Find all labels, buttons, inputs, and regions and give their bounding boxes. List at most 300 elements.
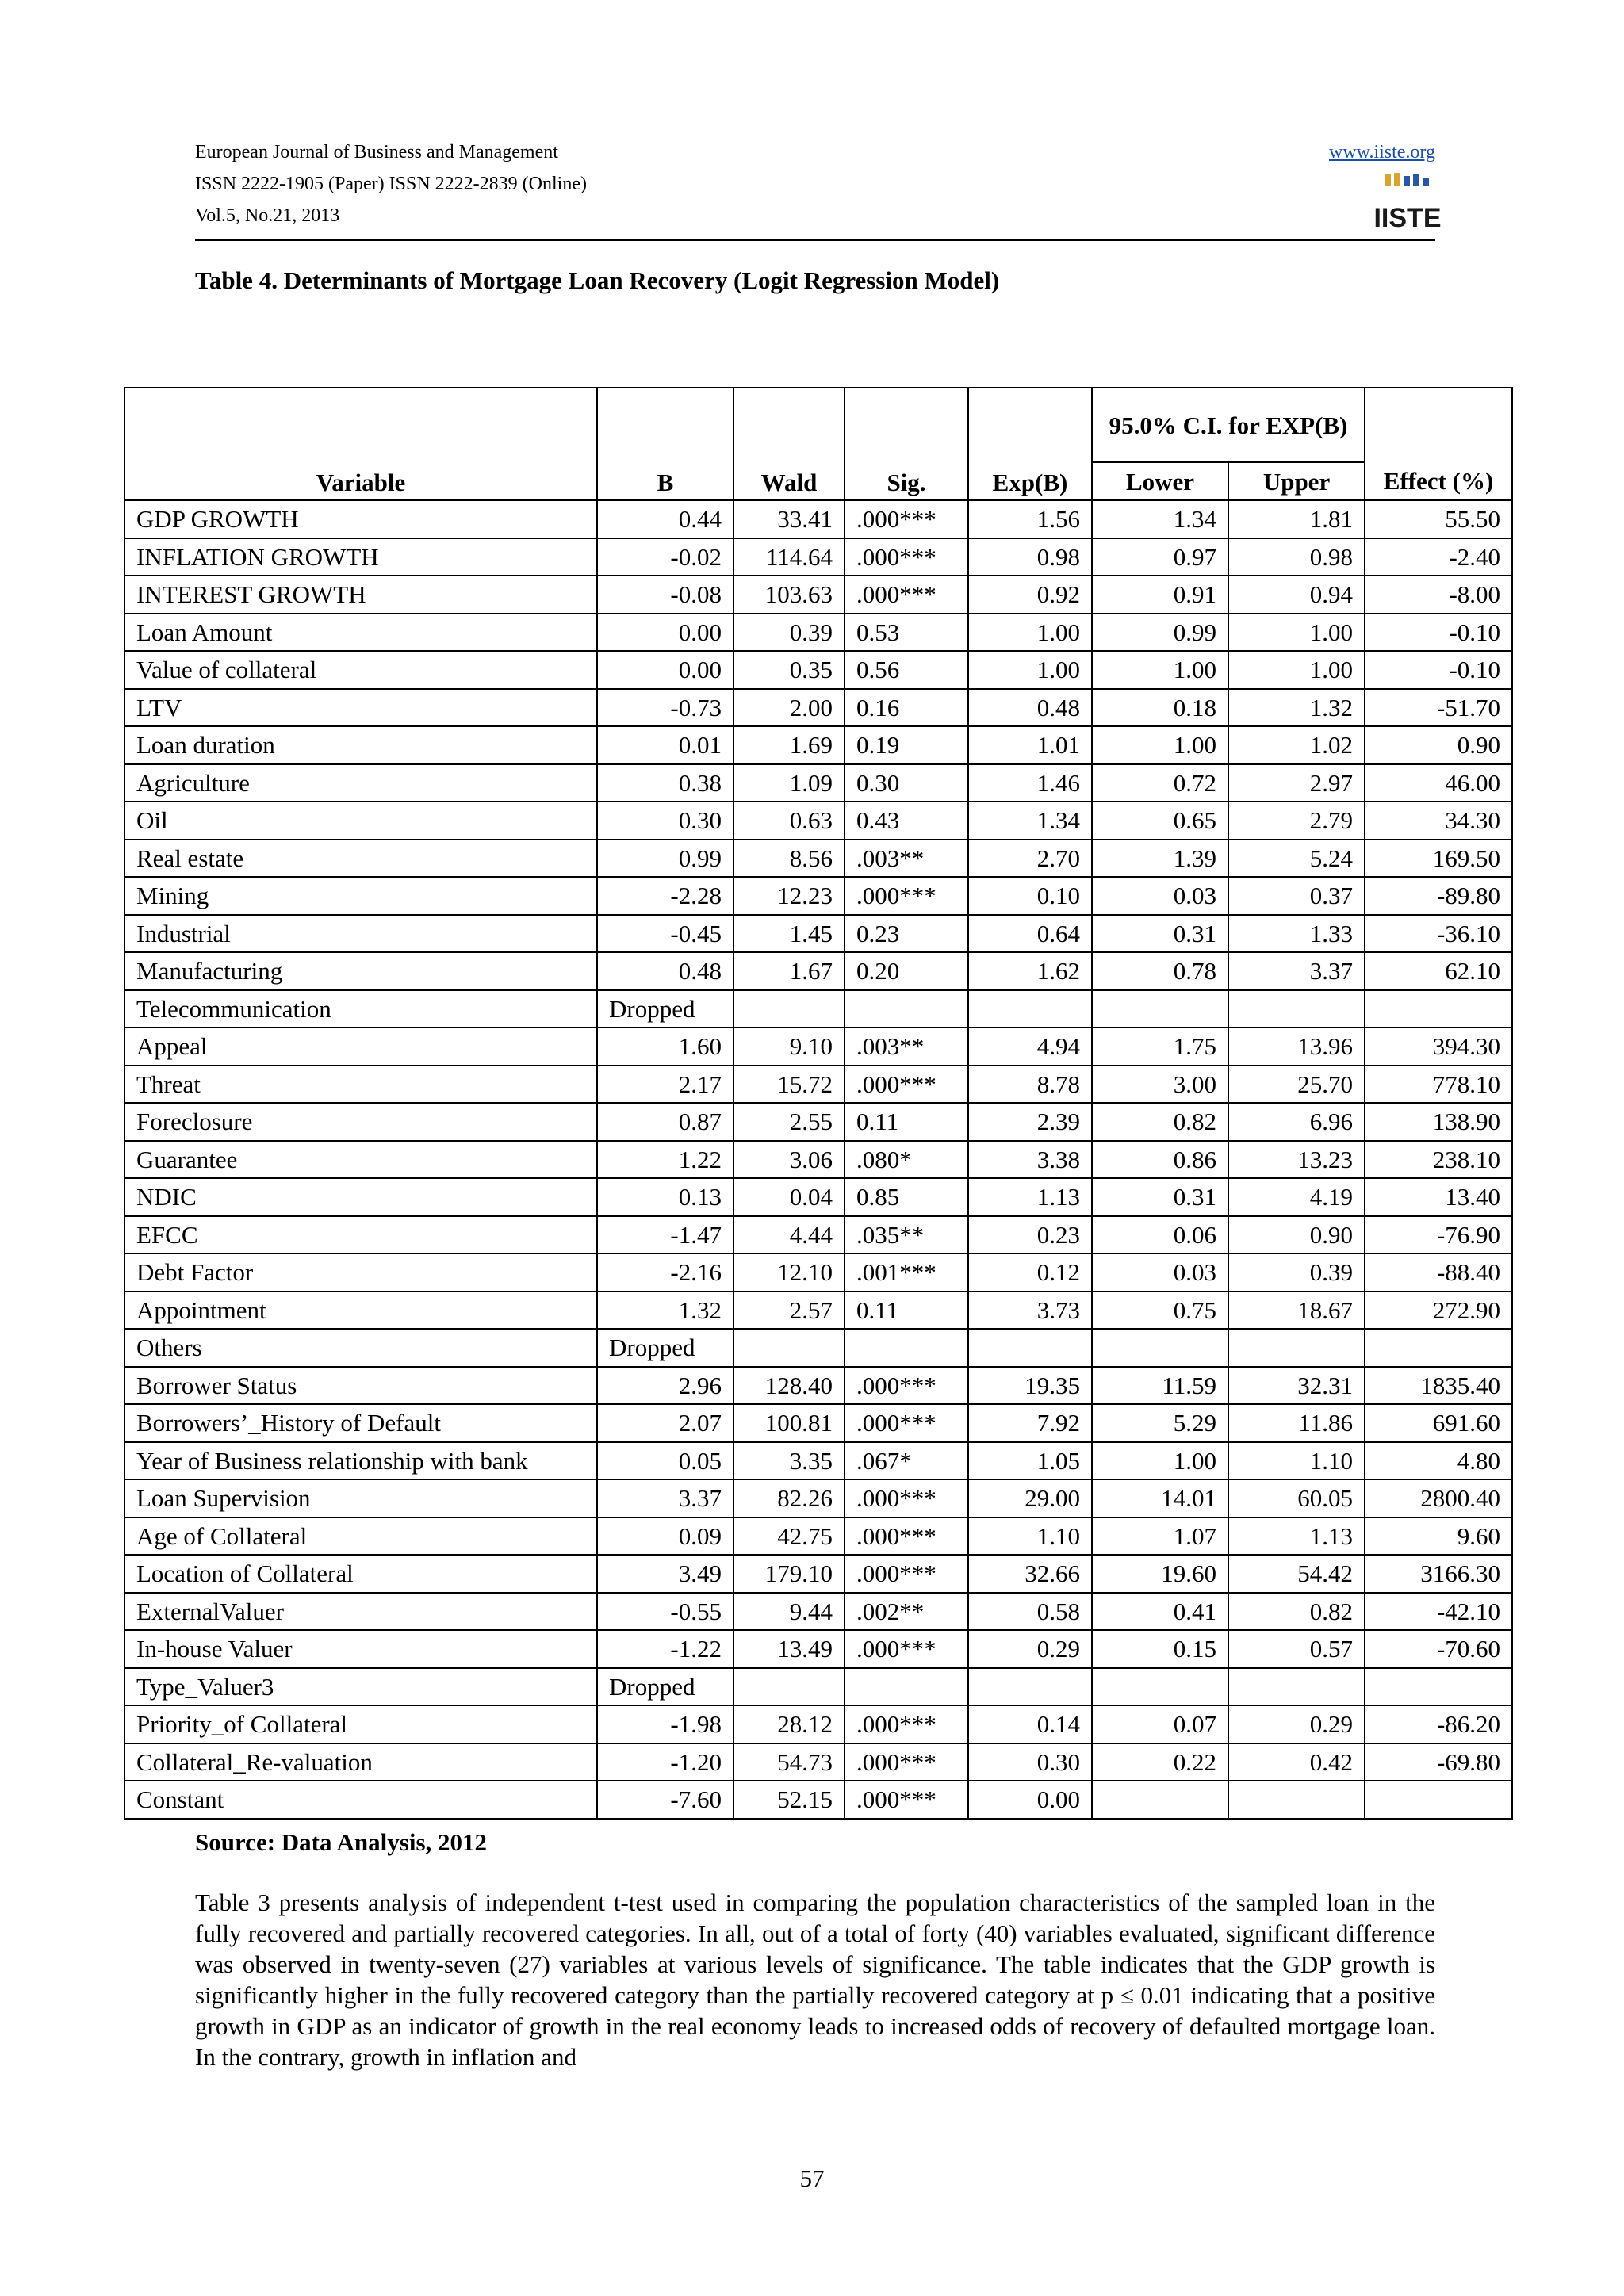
cell-lower: 1.07 — [1092, 1517, 1228, 1556]
cell-variable: NDIC — [124, 1178, 597, 1216]
table-row — [124, 1781, 1512, 1819]
cell-lower: 1.00 — [1092, 726, 1228, 764]
cell-lower: 0.65 — [1092, 802, 1228, 840]
cell-b: 0.00 — [597, 614, 733, 652]
cell-wald: 8.56 — [733, 840, 845, 878]
cell-effect: -0.10 — [1365, 614, 1512, 652]
cell-b: 0.30 — [597, 802, 733, 840]
cell-lower: 0.97 — [1092, 538, 1228, 576]
cell-effect: 394.30 — [1365, 1027, 1512, 1066]
cell-expb: 2.70 — [968, 840, 1092, 878]
table-row — [124, 840, 1512, 878]
cell-sig: .003** — [845, 1027, 968, 1066]
cell-expb: 1.05 — [968, 1442, 1092, 1480]
cell-upper: 11.86 — [1228, 1404, 1365, 1442]
cell-variable: Age of Collateral — [124, 1517, 597, 1556]
table-row — [124, 990, 1512, 1028]
cell-b: -1.20 — [597, 1743, 733, 1781]
journal-url-link[interactable]: www.iiste.org — [1329, 142, 1435, 163]
cell-expb: 1.46 — [968, 764, 1092, 802]
cell-sig: .001*** — [845, 1253, 968, 1292]
cell-lower: 0.91 — [1092, 576, 1228, 614]
cell-upper: 0.82 — [1228, 1593, 1365, 1631]
cell-expb: 3.73 — [968, 1292, 1092, 1330]
cell-b: 1.60 — [597, 1027, 733, 1066]
cell-effect: 272.90 — [1365, 1292, 1512, 1330]
cell-effect: 238.10 — [1365, 1141, 1512, 1179]
cell-wald: 82.26 — [733, 1479, 845, 1517]
cell-variable: Loan duration — [124, 726, 597, 764]
cell-expb: 1.62 — [968, 952, 1092, 990]
cell-lower: 5.29 — [1092, 1404, 1228, 1442]
cell-variable: Constant — [124, 1781, 597, 1819]
table-row — [124, 877, 1512, 915]
cell-expb: 8.78 — [968, 1066, 1092, 1104]
col-header-b: B — [597, 388, 733, 500]
table-row — [124, 1367, 1512, 1405]
cell-wald: 3.06 — [733, 1141, 845, 1179]
cell-sig: 0.19 — [845, 726, 968, 764]
cell-upper: 4.19 — [1228, 1178, 1365, 1216]
cell-lower: 0.15 — [1092, 1630, 1228, 1668]
cell-wald: 12.23 — [733, 877, 845, 915]
cell-sig: .000*** — [845, 1479, 968, 1517]
cell-upper: 25.70 — [1228, 1066, 1365, 1104]
cell-variable: Collateral_Re-valuation — [124, 1743, 597, 1781]
cell-lower: 0.03 — [1092, 877, 1228, 915]
cell-sig: .035** — [845, 1216, 968, 1254]
cell-effect: 691.60 — [1365, 1404, 1512, 1442]
cell-b: 0.38 — [597, 764, 733, 802]
cell-expb: 1.00 — [968, 614, 1092, 652]
cell-expb: 0.23 — [968, 1216, 1092, 1254]
table-row — [124, 1178, 1512, 1216]
cell-effect: -36.10 — [1365, 915, 1512, 953]
cell-effect: -51.70 — [1365, 689, 1512, 727]
cell-b: -0.45 — [597, 915, 733, 953]
table-row — [124, 952, 1512, 990]
cell-lower: 0.75 — [1092, 1292, 1228, 1330]
table-row — [124, 1555, 1512, 1593]
cell-b: -7.60 — [597, 1781, 733, 1819]
cell-wald: 103.63 — [733, 576, 845, 614]
cell-upper: 0.39 — [1228, 1253, 1365, 1292]
col-header-ci-group: 95.0% C.I. for EXP(B) — [1092, 388, 1365, 462]
cell-wald: 2.00 — [733, 689, 845, 727]
cell-variable: GDP GROWTH — [124, 500, 597, 538]
cell-b: 1.32 — [597, 1292, 733, 1330]
table-row — [124, 689, 1512, 727]
cell-sig: 0.11 — [845, 1292, 968, 1330]
cell-variable: Type_Valuer3 — [124, 1668, 597, 1706]
cell-expb: 29.00 — [968, 1479, 1092, 1517]
cell-variable: Debt Factor — [124, 1253, 597, 1292]
cell-effect: 4.80 — [1365, 1442, 1512, 1480]
cell-variable: INFLATION GROWTH — [124, 538, 597, 576]
cell-variable: Appeal — [124, 1027, 597, 1066]
cell-expb: 0.00 — [968, 1781, 1092, 1819]
table-title: Table 4. Determinants of Mortgage Loan Recovery (Logit Regression Model) — [195, 266, 1000, 294]
cell-sig: .000*** — [845, 1555, 968, 1593]
cell-expb: 1.34 — [968, 802, 1092, 840]
cell-b: -1.47 — [597, 1216, 733, 1254]
body-paragraph: Table 3 presents analysis of independent t-test used in comparing the population characteristics of the sampled loan in the fully recovered and partially recovered categories. In all, out of a total of forty (40) variables evaluated, significant difference was observed in twenty-seven (27) variables at various levels of significance. The table indicates that the GDP growth is significantly higher in the fully recovered category than the partially recovered category at p ≤ 0.01 indicating that a positive growth in GDP as an indicator of growth in the real economy leads to increased odds of recovery of defaulted mortgage loan. In the contrary, growth in inflation and — [195, 1888, 1435, 2071]
cell-upper: 1.00 — [1228, 651, 1365, 689]
table-row — [124, 1705, 1512, 1743]
cell-lower: 0.31 — [1092, 1178, 1228, 1216]
cell-sig: 0.23 — [845, 915, 968, 953]
cell-b: 2.96 — [597, 1367, 733, 1405]
cell-sig — [845, 1668, 968, 1706]
cell-effect: -2.40 — [1365, 538, 1512, 576]
cell-lower: 3.00 — [1092, 1066, 1228, 1104]
cell-variable: ExternalValuer — [124, 1593, 597, 1631]
cell-wald: 0.35 — [733, 651, 845, 689]
cell-variable: Borrowers’_History of Default — [124, 1404, 597, 1442]
cell-expb: 0.48 — [968, 689, 1092, 727]
cell-variable: Appointment — [124, 1292, 597, 1330]
cell-expb: 32.66 — [968, 1555, 1092, 1593]
cell-sig: .002** — [845, 1593, 968, 1631]
cell-upper: 2.97 — [1228, 764, 1365, 802]
cell-effect: 2800.40 — [1365, 1479, 1512, 1517]
cell-upper: 60.05 — [1228, 1479, 1365, 1517]
cell-upper: 1.02 — [1228, 726, 1365, 764]
cell-expb — [968, 1329, 1092, 1367]
cell-variable: Manufacturing — [124, 952, 597, 990]
table-row — [124, 576, 1512, 614]
cell-variable: LTV — [124, 689, 597, 727]
cell-wald: 0.39 — [733, 614, 845, 652]
cell-effect: 778.10 — [1365, 1066, 1512, 1104]
cell-effect: 138.90 — [1365, 1103, 1512, 1141]
cell-expb: 7.92 — [968, 1404, 1092, 1442]
cell-sig: .000*** — [845, 1517, 968, 1556]
cell-variable: EFCC — [124, 1216, 597, 1254]
cell-wald: 12.10 — [733, 1253, 845, 1292]
table-row — [124, 1141, 1512, 1179]
cell-effect: -8.00 — [1365, 576, 1512, 614]
cell-wald: 15.72 — [733, 1066, 845, 1104]
cell-upper — [1228, 990, 1365, 1028]
cell-b: 0.44 — [597, 500, 733, 538]
cell-upper: 0.29 — [1228, 1705, 1365, 1743]
cell-wald: 42.75 — [733, 1517, 845, 1556]
cell-lower: 1.00 — [1092, 651, 1228, 689]
cell-lower — [1092, 1329, 1228, 1367]
cell-wald: 2.57 — [733, 1292, 845, 1330]
cell-lower — [1092, 990, 1228, 1028]
cell-b: 1.22 — [597, 1141, 733, 1179]
table-row — [124, 1103, 1512, 1141]
cell-b: -0.08 — [597, 576, 733, 614]
cell-sig: .000*** — [845, 1630, 968, 1668]
table-row — [124, 726, 1512, 764]
cell-b: -0.73 — [597, 689, 733, 727]
cell-variable: INTEREST GROWTH — [124, 576, 597, 614]
cell-b: 2.17 — [597, 1066, 733, 1104]
cell-variable: Others — [124, 1329, 597, 1367]
cell-lower — [1092, 1668, 1228, 1706]
cell-variable: In-house Valuer — [124, 1630, 597, 1668]
cell-lower: 0.86 — [1092, 1141, 1228, 1179]
cell-upper: 18.67 — [1228, 1292, 1365, 1330]
cell-upper: 3.37 — [1228, 952, 1365, 990]
cell-b: -2.16 — [597, 1253, 733, 1292]
cell-b: 0.00 — [597, 651, 733, 689]
cell-effect: -76.90 — [1365, 1216, 1512, 1254]
cell-expb: 2.39 — [968, 1103, 1092, 1141]
cell-b: -2.28 — [597, 877, 733, 915]
cell-b: -0.02 — [597, 538, 733, 576]
cell-expb: 1.13 — [968, 1178, 1092, 1216]
table-row — [124, 614, 1512, 652]
cell-wald: 3.35 — [733, 1442, 845, 1480]
cell-b: 0.05 — [597, 1442, 733, 1480]
col-header-sig: Sig. — [845, 388, 968, 500]
cell-lower: 1.75 — [1092, 1027, 1228, 1066]
cell-variable: Location of Collateral — [124, 1555, 597, 1593]
cell-upper: 0.42 — [1228, 1743, 1365, 1781]
cell-upper: 13.96 — [1228, 1027, 1365, 1066]
cell-lower: 14.01 — [1092, 1479, 1228, 1517]
cell-wald: 28.12 — [733, 1705, 845, 1743]
cell-expb: 0.29 — [968, 1630, 1092, 1668]
cell-lower: 0.78 — [1092, 952, 1228, 990]
cell-b: 0.13 — [597, 1178, 733, 1216]
table-row — [124, 802, 1512, 840]
cell-variable: Foreclosure — [124, 1103, 597, 1141]
cell-lower: 0.06 — [1092, 1216, 1228, 1254]
cell-wald: 100.81 — [733, 1404, 845, 1442]
table-row — [124, 1027, 1512, 1066]
cell-b: 0.87 — [597, 1103, 733, 1141]
cell-wald: 1.09 — [733, 764, 845, 802]
cell-variable: Loan Supervision — [124, 1479, 597, 1517]
cell-wald — [733, 1668, 845, 1706]
cell-sig: 0.53 — [845, 614, 968, 652]
table-row — [124, 1253, 1512, 1292]
cell-b: -1.22 — [597, 1630, 733, 1668]
cell-variable: Borrower Status — [124, 1367, 597, 1405]
cell-variable: Value of collateral — [124, 651, 597, 689]
cell-upper: 1.33 — [1228, 915, 1365, 953]
table-body — [124, 500, 1512, 1819]
cell-expb: 0.98 — [968, 538, 1092, 576]
cell-expb: 1.10 — [968, 1517, 1092, 1556]
cell-effect: 169.50 — [1365, 840, 1512, 878]
cell-effect: 3166.30 — [1365, 1555, 1512, 1593]
cell-b: -1.98 — [597, 1705, 733, 1743]
cell-sig: 0.85 — [845, 1178, 968, 1216]
cell-upper: 0.37 — [1228, 877, 1365, 915]
cell-upper: 0.90 — [1228, 1216, 1365, 1254]
regression-table — [124, 387, 1513, 1820]
cell-upper: 1.00 — [1228, 614, 1365, 652]
cell-sig: .003** — [845, 840, 968, 878]
table-row — [124, 1668, 1512, 1706]
cell-effect: 0.90 — [1365, 726, 1512, 764]
cell-expb: 4.94 — [968, 1027, 1092, 1066]
cell-wald: 1.69 — [733, 726, 845, 764]
cell-variable: Agriculture — [124, 764, 597, 802]
cell-effect: 1835.40 — [1365, 1367, 1512, 1405]
table-header-row-1 — [124, 388, 1512, 462]
cell-sig: .000*** — [845, 538, 968, 576]
cell-upper — [1228, 1668, 1365, 1706]
cell-expb: 0.58 — [968, 1593, 1092, 1631]
cell-sig: .000*** — [845, 1066, 968, 1104]
cell-wald: 2.55 — [733, 1103, 845, 1141]
cell-lower: 0.72 — [1092, 764, 1228, 802]
table-row — [124, 1517, 1512, 1556]
cell-variable: Loan Amount — [124, 614, 597, 652]
cell-b: 2.07 — [597, 1404, 733, 1442]
cell-effect: 62.10 — [1365, 952, 1512, 990]
cell-sig: .000*** — [845, 1781, 968, 1819]
col-header-variable: Variable — [124, 388, 597, 500]
table-row — [124, 1292, 1512, 1330]
cell-variable: Mining — [124, 877, 597, 915]
cell-wald: 54.73 — [733, 1743, 845, 1781]
cell-lower: 0.07 — [1092, 1705, 1228, 1743]
cell-expb: 1.00 — [968, 651, 1092, 689]
table-row — [124, 1404, 1512, 1442]
cell-variable: Real estate — [124, 840, 597, 878]
cell-effect: -0.10 — [1365, 651, 1512, 689]
journal-name: European Journal of Business and Management — [195, 142, 558, 163]
cell-sig: .000*** — [845, 1705, 968, 1743]
cell-b: 0.99 — [597, 840, 733, 878]
cell-expb: 19.35 — [968, 1367, 1092, 1405]
cell-wald: 4.44 — [733, 1216, 845, 1254]
cell-wald: 1.67 — [733, 952, 845, 990]
cell-b: Dropped — [597, 990, 733, 1028]
cell-expb: 0.12 — [968, 1253, 1092, 1292]
cell-expb: 0.10 — [968, 877, 1092, 915]
cell-b: -0.55 — [597, 1593, 733, 1631]
cell-wald — [733, 1329, 845, 1367]
cell-effect: 9.60 — [1365, 1517, 1512, 1556]
journal-volume: Vol.5, No.21, 2013 — [195, 205, 340, 226]
logo-text: IISTE — [1373, 203, 1442, 233]
cell-variable: Industrial — [124, 915, 597, 953]
cell-lower: 0.41 — [1092, 1593, 1228, 1631]
cell-upper: 2.79 — [1228, 802, 1365, 840]
cell-effect: 55.50 — [1365, 500, 1512, 538]
cell-effect — [1365, 1329, 1512, 1367]
iiste-logo — [1373, 171, 1442, 235]
cell-sig: 0.43 — [845, 802, 968, 840]
cell-effect: -89.80 — [1365, 877, 1512, 915]
cell-sig: .000*** — [845, 576, 968, 614]
cell-variable: Guarantee — [124, 1141, 597, 1179]
cell-sig: 0.11 — [845, 1103, 968, 1141]
header-divider — [195, 239, 1435, 241]
cell-upper: 1.10 — [1228, 1442, 1365, 1480]
page-number: 57 — [799, 2164, 825, 2192]
cell-sig: .000*** — [845, 877, 968, 915]
cell-wald: 9.10 — [733, 1027, 845, 1066]
table-row — [124, 651, 1512, 689]
cell-sig — [845, 990, 968, 1028]
cell-variable: Threat — [124, 1066, 597, 1104]
cell-variable: Telecommunication — [124, 990, 597, 1028]
cell-lower: 1.39 — [1092, 840, 1228, 878]
cell-lower: 11.59 — [1092, 1367, 1228, 1405]
cell-lower: 19.60 — [1092, 1555, 1228, 1593]
cell-sig: .000*** — [845, 500, 968, 538]
col-header-lower: Lower — [1092, 462, 1228, 500]
cell-sig: 0.30 — [845, 764, 968, 802]
cell-expb: 1.01 — [968, 726, 1092, 764]
cell-upper: 1.13 — [1228, 1517, 1365, 1556]
cell-lower: 1.00 — [1092, 1442, 1228, 1480]
cell-expb: 0.30 — [968, 1743, 1092, 1781]
cell-variable: Oil — [124, 802, 597, 840]
table-row — [124, 1593, 1512, 1631]
table-row — [124, 915, 1512, 953]
cell-expb: 0.14 — [968, 1705, 1092, 1743]
journal-issn: ISSN 2222-1905 (Paper) ISSN 2222-2839 (Online) — [195, 174, 587, 194]
cell-wald: 128.40 — [733, 1367, 845, 1405]
cell-sig — [845, 1329, 968, 1367]
cell-variable: Year of Business relationship with bank — [124, 1442, 597, 1480]
cell-sig: .067* — [845, 1442, 968, 1480]
cell-upper: 0.94 — [1228, 576, 1365, 614]
cell-lower: 0.82 — [1092, 1103, 1228, 1141]
cell-b: 0.01 — [597, 726, 733, 764]
cell-expb — [968, 990, 1092, 1028]
table-row — [124, 1216, 1512, 1254]
cell-upper: 32.31 — [1228, 1367, 1365, 1405]
cell-lower: 0.31 — [1092, 915, 1228, 953]
cell-upper — [1228, 1329, 1365, 1367]
cell-expb — [968, 1668, 1092, 1706]
cell-effect: -70.60 — [1365, 1630, 1512, 1668]
cell-wald: 0.04 — [733, 1178, 845, 1216]
cell-lower: 0.22 — [1092, 1743, 1228, 1781]
cell-wald — [733, 990, 845, 1028]
cell-b: 0.09 — [597, 1517, 733, 1556]
cell-upper: 54.42 — [1228, 1555, 1365, 1593]
cell-sig: 0.20 — [845, 952, 968, 990]
cell-variable: Priority_of Collateral — [124, 1705, 597, 1743]
cell-effect: 34.30 — [1365, 802, 1512, 840]
col-header-expb: Exp(B) — [968, 388, 1092, 500]
cell-effect — [1365, 990, 1512, 1028]
cell-effect: -42.10 — [1365, 1593, 1512, 1631]
cell-lower: 0.03 — [1092, 1253, 1228, 1292]
col-header-wald: Wald — [733, 388, 845, 500]
cell-upper — [1228, 1781, 1365, 1819]
table-row — [124, 538, 1512, 576]
cell-wald: 33.41 — [733, 500, 845, 538]
table-row — [124, 1066, 1512, 1104]
cell-wald: 1.45 — [733, 915, 845, 953]
cell-effect: -88.40 — [1365, 1253, 1512, 1292]
cell-upper: 0.57 — [1228, 1630, 1365, 1668]
cell-wald: 114.64 — [733, 538, 845, 576]
cell-wald: 52.15 — [733, 1781, 845, 1819]
cell-expb: 3.38 — [968, 1141, 1092, 1179]
cell-effect: 13.40 — [1365, 1178, 1512, 1216]
table-row — [124, 500, 1512, 538]
cell-upper: 5.24 — [1228, 840, 1365, 878]
cell-effect — [1365, 1668, 1512, 1706]
cell-upper: 0.98 — [1228, 538, 1365, 576]
cell-expb: 0.64 — [968, 915, 1092, 953]
